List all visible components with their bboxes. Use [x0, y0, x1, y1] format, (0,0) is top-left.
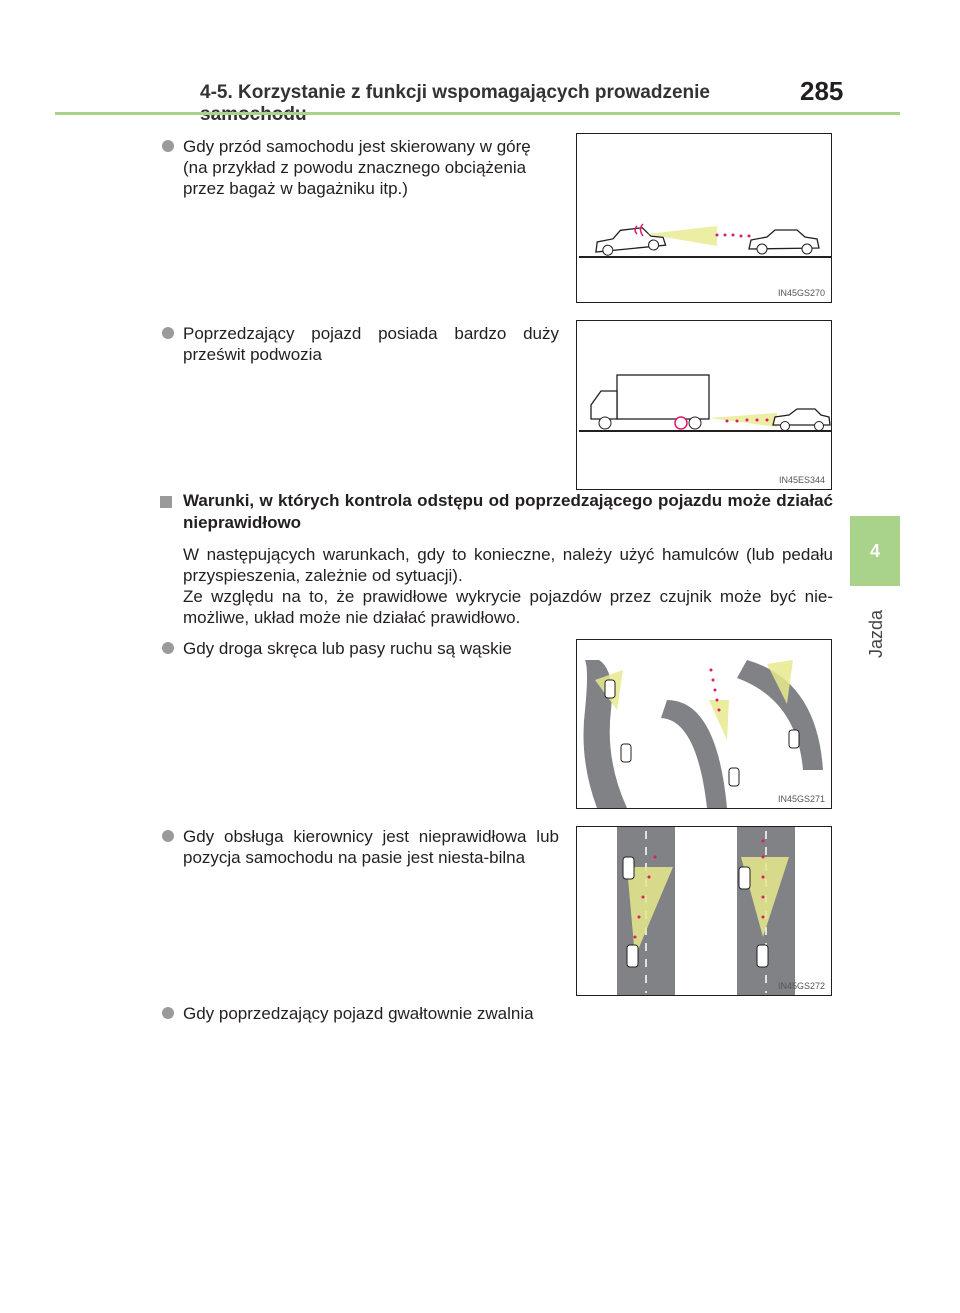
illustration-lane-position — [577, 827, 832, 996]
car-icon — [789, 730, 799, 748]
bullet-item-high-clearance — [183, 323, 559, 365]
bullet-item-sudden-braking — [183, 1003, 803, 1024]
bullet-text: Gdy przód samochodu jest skierowany w górę (na przykład z powodu znacznego obciążenia przez bagaż w bagażniku itp.) — [183, 137, 531, 198]
page-header-title: 4-5. Korzystanie z funkcji wspomagających prowadzenie — [200, 82, 710, 103]
car-icon — [729, 768, 739, 786]
figure-front-raised — [576, 133, 832, 303]
car-icon — [605, 680, 615, 698]
chapter-tab — [850, 516, 900, 586]
section-paragraph: W następujących warunkach, gdy to konieczne, należy użyć hamulców (lub pedału przyspieszenia, zależnie od sytuacji). — [183, 545, 833, 585]
figure-code: IN45GS272 — [777, 981, 825, 991]
illustration-car-raised-front — [577, 134, 832, 303]
bullet-text: Poprzedzający pojazd posiada bardzo duży prześwit podwozia — [183, 324, 559, 364]
bullet-icon — [162, 327, 174, 339]
illustration-truck-high-clearance — [577, 321, 832, 490]
page-number: 285 — [800, 76, 844, 106]
chapter-number: 4 — [869, 540, 880, 561]
figure-unstable-steering — [576, 826, 832, 996]
car-icon — [621, 744, 631, 762]
figure-code: IN45GS270 — [777, 288, 825, 298]
bullet-icon — [162, 140, 174, 152]
figure-curved-road — [576, 639, 832, 809]
bullet-icon — [162, 830, 174, 842]
own-car-icon — [773, 409, 830, 431]
bullet-item-unstable-steering — [183, 826, 559, 868]
bullet-text: Gdy droga skręca lub pasy ruchu są wąskie — [183, 639, 512, 658]
chapter-label: Jazda — [866, 609, 886, 658]
own-car-icon — [594, 226, 666, 256]
section-marker-icon — [160, 496, 172, 508]
section-paragraph: Ze względu na to, że prawidłowe wykrycie pojazdów przez czujnik może być nie-możliwe, układ może nie działać prawidłowo. — [183, 587, 833, 627]
header-divider — [55, 112, 900, 115]
car-icon — [739, 867, 750, 889]
figure-code: IN45GS271 — [777, 794, 825, 804]
car-icon — [757, 945, 768, 967]
preceding-car-icon — [749, 230, 819, 254]
figure-high-clearance — [576, 320, 832, 490]
section-body — [183, 544, 833, 628]
bullet-text: Gdy poprzedzający pojazd gwałtownie zwalnia — [183, 1004, 534, 1023]
bullet-text: Gdy obsługa kierownicy jest nieprawidłowa lub pozycja samochodu na pasie jest niesta-bilna — [183, 827, 559, 867]
truck-icon — [591, 375, 709, 429]
bullet-item-curved-road — [183, 638, 559, 659]
bullet-icon — [162, 1007, 174, 1019]
car-icon — [623, 857, 634, 879]
illustration-curved-roads — [577, 640, 832, 809]
car-icon — [627, 945, 638, 967]
figure-code: IN45ES344 — [778, 475, 825, 485]
section-heading: Warunki, w których kontrola odstępu od poprzedzającego pojazdu może działać nieprawidłowo — [183, 491, 833, 532]
bullet-icon — [162, 642, 174, 654]
bullet-item-front-raised — [183, 136, 559, 199]
